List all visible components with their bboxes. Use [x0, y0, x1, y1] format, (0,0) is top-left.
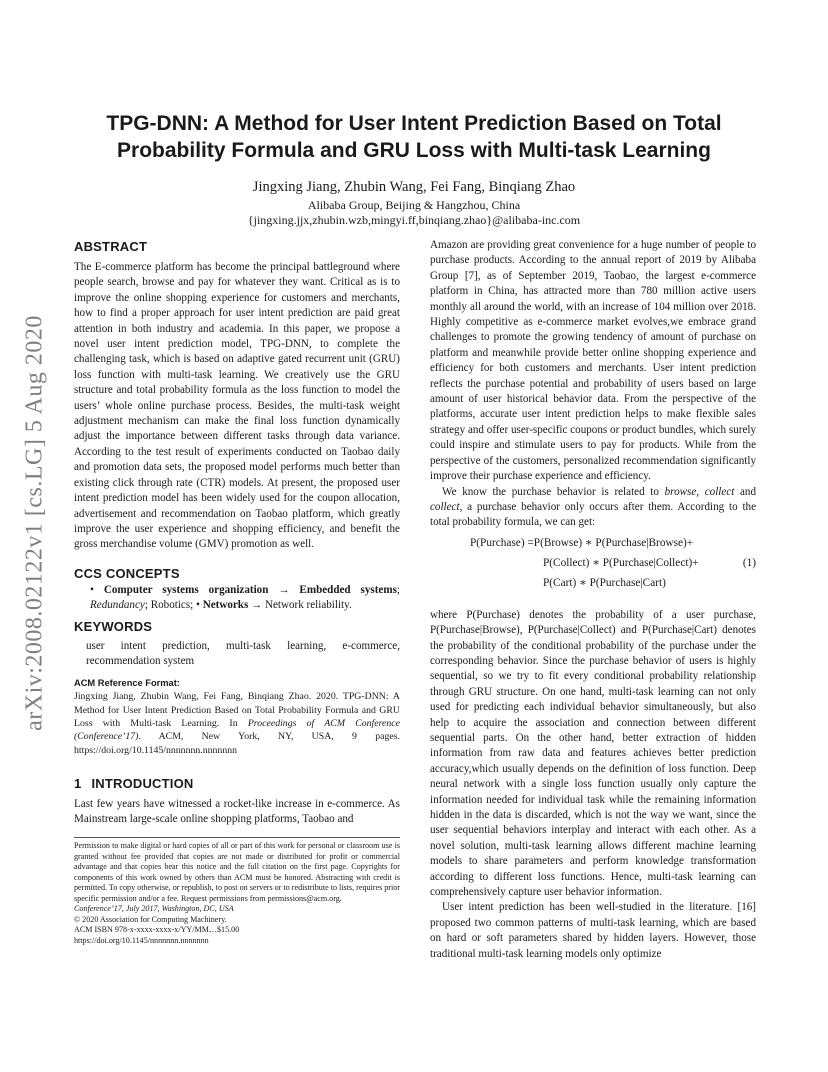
ccs-concepts	[90, 583, 400, 614]
equation-row-2: P(Collect) ∗ P(Purchase|Collect)+	[543, 556, 699, 569]
doi-line: https://doi.org/10.1145/nnnnnnn.nnnnnnn	[74, 935, 209, 945]
authors: Jingxing Jiang, Zhubin Wang, Fei Fang, Binqiang Zhao	[252, 179, 576, 195]
equation-total-probability	[430, 534, 756, 602]
author-emails: {jingxing.jjx,zhubin.wzb,mingyi.ff,binqiang.zhao}@alibaba-inc.com	[247, 213, 581, 227]
ccs-item-robotics: ; Robotics;	[144, 599, 194, 612]
equation-number: (1)	[742, 556, 756, 569]
intro-paragraph-3: where P(Purchase) denotes the probability of a user purchase, P(Purchase|Browse), P(Purchase|Collect) and P(Purchase|Cart) denotes the probability of the conditional probability of the purchase under the corresponding behavior. Since the purchase behavior of users is highly sequential, so we try to fit every conditional probability relationship through GRU structure. On one hand, multi-task learning can not only used for predicting each individual behavior simultaneously, but also help to acquire the association and connection between different sequential parts. On the other hand, better extraction of hidden information from raw data and features achieves better prediction accuracy,which usually depends on the definition of loss function. Deep neural network with a single loss function usually only capture the information needed for individual task while the remaining information hidden in the data is discarded, which is not the way we want, since the user sequential behaviors interplay and interact with each other. As a novel solution, multi-task learning allows different machine learning models to share parameters and perform knowledge transformation according to different loss functions. Hence, multi-task learning can comprehensively capture user behavior information.	[430, 608, 756, 899]
arxiv-identifier	[22, 288, 48, 758]
ccs-item-reliability: Network reliability.	[264, 599, 352, 612]
permission-text: Permission to make digital or hard copies of all or part of this work for personal or classroom use is granted without fee provided that copies are not made or distributed for profit or commercial advantage and that copies bear this notice and the full citation on the first page. Copyrights for components of this work owned by others than ACM must be honored. Abstracting with credit is permitted. To copy otherwise, or republish, to post on servers or to redistribute to lists, requires prior specific permission and/or a fee. Request permissions from permissions@acm.org.	[74, 841, 400, 903]
ccs-arrow-1: →	[278, 583, 290, 596]
conference-line	[74, 904, 400, 915]
section-title: INTRODUCTION	[91, 775, 194, 791]
ccs-item-computer-systems: Computer systems organization	[103, 583, 269, 596]
section-number: 1	[74, 775, 82, 791]
intro-paragraph-1: Amazon are providing great convenience for a huge number of people to purchase products. According to the annual report of 2019 by Alibaba Group [7], as of September 2019, Taobao, the largest e-commerce platform in China, has attracted more than 780 million active users monthly all around the world, with an increase of 104 million over 2018. Highly competitive as e-commerce market evolves,we embrace grand challenges to promote the growing tendency of amount of purchase on platform and meanwhile provide better online shopping experience and efficiency for both customers and merchants. User intent prediction reflects the purchase potential and probability of users based on large amount of user historical behavior data. From the perspective of the platforms, accurate user intent prediction helps to make flexible sales strategy and offer user-specific coupons or product bundles, which surely could inspire and stimulate users to pay for products. While from the perspective of the customers, personalized recommendation significantly improve their purchase experience and efficiency.	[430, 239, 756, 483]
paper-title	[70, 110, 758, 164]
isbn-line: ACM ISBN 978-x-xxxx-xxxx-x/YY/MM…$15.00	[74, 925, 240, 934]
permission-footer	[74, 837, 400, 946]
ccs-item-embedded: Embedded systems	[299, 583, 397, 596]
ccs-item-networks: Networks	[202, 599, 249, 612]
equation-row-3: P(Cart) ∗ P(Purchase|Cart)	[543, 576, 666, 589]
ccs-bullet-2: •	[196, 599, 200, 612]
title-line-1: TPG-DNN: A Method for User Intent Prediction Based on Total	[106, 112, 722, 135]
intro-p2-d: collect	[430, 500, 460, 513]
equation-row-1: P(Purchase) =P(Browse) ∗ P(Purchase|Browse)+	[470, 536, 694, 549]
title-line-2: Probability Formula and GRU Loss with Multi-task Learning	[117, 139, 711, 162]
conference-name: Conference’17, July 2017, Washington, DC, USA	[74, 904, 234, 913]
intro-paragraph-2	[430, 485, 756, 531]
acm-ref-c: . ACM, New York, NY, USA, 9 pages. https://doi.org/10.1145/nnnnnnn.nnnnnnn	[74, 731, 400, 756]
right-column	[430, 238, 756, 962]
arxiv-identifier-text: arXiv:2008.02122v1 [cs.LG] 5 Aug 2020	[21, 315, 48, 731]
affiliation: Alibaba Group, Beijing & Hangzhou, China	[307, 198, 521, 212]
copyright-line: © 2020 Association for Computing Machinery.	[74, 914, 227, 924]
acm-ref-proceedings: Proceedings of ACM Conference (Conference’17)	[74, 717, 400, 743]
intro-p2-c: and	[734, 485, 756, 498]
ccs-item-redundancy: Redundancy	[90, 599, 145, 612]
acm-reference-heading: ACM Reference Format:	[74, 678, 180, 689]
intro-p2-b: browse, collect	[664, 485, 735, 498]
abstract-text: The E-commerce platform has become the principal battleground where people search, browse and pay for whatever they want. Critical as is to improve the online shopping experience for customers and merchants, how to find a proper approach for user intent prediction are paid great attention in both industry and academia. In this paper, we propose a novel user intent prediction model, TPG-DNN, to complete the challenging task, which is based on adaptive gated recurrent unit (GRU) loss function with multi-task learning. We creatively use the GRU structure and total probability formula as the loss function to model the users’ whole online purchase process. Besides, the multi-task weight adjustment mechanism can make the final loss function dynamically adjust the importance between different tasks through data variance. According to the test result of experiments conducted on Taobao daily and promotion data sets, the proposed model performs much better than existing click through rate (CTR) models. At present, the proposed user intent prediction model has been widely used for the coupon allocation, advertisement and recommendation on Taobao platform, which greatly improve the user experience and shopping efficiency, and benefit the gross merchandise volume (GMV) promotion as well.	[74, 261, 400, 551]
ccs-bullet-1: •	[90, 583, 94, 596]
intro-p2-e: , a purchase behavior only occurs after them. According to the total probability formula, we can get:	[430, 500, 756, 529]
intro-paragraph-4: User intent prediction has been well-studied in the literature. [16] proposed two common patterns of multi-task learning, which are based on hard or soft parameters shared by hidden layers. However, those traditional multi-task learning models only optimize	[430, 901, 756, 960]
intro-p2-a: We know the purchase behavior is related to	[442, 485, 665, 498]
section-heading-introduction	[74, 775, 400, 793]
ccs-heading: CCS CONCEPTS	[74, 565, 180, 581]
intro-left-text: Last few years have witnessed a rocket-like increase in e-commerce. As Mainstream large-scale online shopping platforms, Taobao and	[74, 797, 400, 826]
keywords-text: user intent prediction, multi-task learning, e-commerce, recommendation system	[86, 639, 400, 667]
acm-ref-a: Jingxing Jiang, Zhubin Wang, Fei Fang, Binqiang Zhao. 2020. TPG-DNN: A Method for User Intent Prediction Based on Total Probability Formula and GRU Loss with Multi-task Learning. In	[74, 691, 400, 729]
keywords-heading: KEYWORDS	[74, 618, 153, 634]
acm-reference-text	[74, 690, 400, 756]
left-column	[74, 238, 400, 828]
ccs-sep-1: ;	[396, 583, 400, 596]
ccs-arrow-2: →	[251, 599, 263, 612]
abstract-heading: ABSTRACT	[74, 239, 148, 254]
